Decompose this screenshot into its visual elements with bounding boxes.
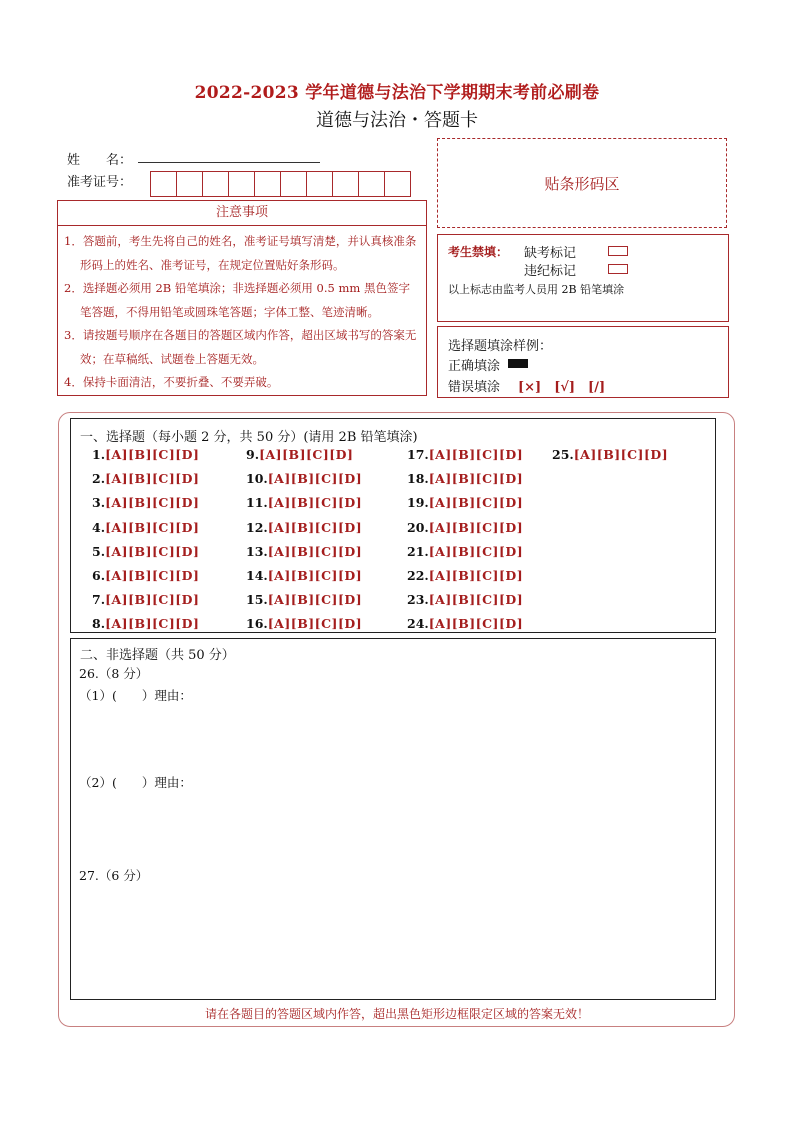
answer-options[interactable]: [A][B][C][D] — [428, 471, 524, 487]
answer-options[interactable]: [A][B][C][D] — [428, 519, 524, 535]
choice-question — [246, 471, 362, 486]
question-number: 22. — [407, 568, 429, 583]
question-number: 3. — [92, 495, 106, 511]
answer-options[interactable]: [A][B][C][D] — [267, 471, 363, 487]
correct-fill-sample — [508, 359, 528, 368]
answer-options[interactable]: [A][B][C][D] — [267, 592, 363, 608]
forbidden-panel — [437, 234, 729, 322]
answer-options[interactable]: [A][B][C][D] — [428, 543, 524, 559]
violation-mark-box[interactable] — [608, 264, 628, 274]
choice-question — [246, 447, 353, 462]
correct-fill-label: 正确填涂 — [448, 359, 501, 374]
question-number: 6. — [92, 568, 106, 583]
question-number: 4. — [92, 519, 106, 535]
choice-question — [92, 520, 199, 535]
question-number: 19. — [407, 495, 429, 511]
question-number: 1. — [92, 447, 106, 462]
exam-title: 2022-2023 学年道德与法治下学期期末考前必刷卷 — [194, 83, 600, 103]
exam-id-label: 准考证号： — [67, 175, 133, 190]
choice-question — [407, 568, 523, 583]
question-number: 5. — [92, 543, 106, 559]
exam-id-digit-box[interactable] — [150, 171, 177, 197]
answer-options[interactable]: [A][B][C][D] — [267, 616, 363, 632]
answer-options[interactable]: [A][B][C][D] — [428, 495, 524, 511]
choice-question — [92, 616, 199, 631]
question-number: 25. — [552, 447, 574, 462]
choice-question — [552, 447, 668, 462]
question-number: 13. — [246, 543, 268, 559]
notice-item-1: 1．答题前，考生先将自己的姓名，准考证号填写清楚，并认真核准条形码上的姓名、准考证号，在规定位置贴好条形码。 — [64, 234, 417, 272]
answer-options[interactable]: [A][B][C][D] — [259, 447, 354, 462]
choice-question — [92, 495, 199, 510]
exam-id-digit-box[interactable] — [228, 171, 255, 197]
choice-question — [92, 447, 199, 462]
choice-question — [246, 568, 362, 583]
name-label: 姓 名： — [67, 153, 133, 168]
question-number: 9. — [246, 447, 260, 462]
notice-item-2: 2．选择题必须用 2B 铅笔填涂；非选择题必须用 0.5 mm 黑色签字笔答题，不得用铅笔或圆珠笔答题；字体工整、笔迹清晰。 — [64, 281, 410, 319]
exam-id-digit-box[interactable] — [358, 171, 385, 197]
answer-options[interactable]: [A][B][C][D] — [105, 519, 200, 535]
barcode-label: 贴条形码区 — [544, 174, 620, 193]
choice-question — [407, 592, 523, 607]
choice-question — [407, 471, 523, 486]
question-number: 7. — [92, 592, 106, 608]
choice-question — [407, 544, 523, 559]
choice-question — [246, 616, 362, 631]
question-27-header[interactable]: 27.（6 分） — [79, 868, 149, 883]
answer-options[interactable]: [A][B][C][D] — [105, 568, 200, 583]
question-number: 24. — [407, 616, 429, 632]
absent-mark-box[interactable] — [608, 246, 628, 256]
answer-options[interactable]: [A][B][C][D] — [428, 592, 524, 608]
choice-question — [92, 471, 199, 486]
exam-id-digit-box[interactable] — [280, 171, 307, 197]
notice-item-4: 4．保持卡面清洁，不要折叠、不要弄破。 — [64, 375, 279, 389]
choice-question — [407, 520, 523, 535]
question-26-part-2[interactable]: （2）( ）理由： — [79, 775, 192, 790]
answer-options[interactable]: [A][B][C][D] — [428, 616, 524, 632]
question-number: 14. — [246, 568, 268, 583]
exam-id-boxes[interactable] — [150, 171, 411, 197]
fill-sample-panel — [437, 326, 729, 398]
barcode-area — [437, 138, 727, 228]
exam-subtitle: 道德与法治・答题卡 — [316, 110, 478, 131]
question-number: 15. — [246, 592, 268, 608]
choice-question — [92, 592, 199, 607]
question-26-part-1[interactable]: （1）( ）理由： — [79, 688, 192, 703]
answer-options[interactable]: [A][B][C][D] — [573, 447, 669, 462]
choice-question — [246, 544, 362, 559]
answer-options[interactable]: [A][B][C][D] — [267, 495, 363, 511]
exam-id-digit-box[interactable] — [254, 171, 281, 197]
exam-id-digit-box[interactable] — [202, 171, 229, 197]
question-number: 10. — [246, 471, 268, 487]
absent-mark-label: 缺考标记 — [524, 246, 577, 261]
question-number: 16. — [246, 616, 268, 632]
answer-options[interactable]: [A][B][C][D] — [105, 495, 200, 511]
choice-question — [246, 520, 362, 535]
wrong-fill-marks: [×] [√] [/] — [518, 380, 606, 395]
footer-warning: 请在各题目的答题区域内作答，超出黑色矩形边框限定区域的答案无效！ — [204, 1007, 589, 1021]
question-number: 17. — [407, 447, 429, 462]
question-number: 21. — [407, 543, 429, 559]
forbidden-label: 考生禁填： — [448, 245, 509, 259]
forbidden-note: 以上标志由监考人员用 2B 铅笔填涂 — [448, 283, 625, 296]
choice-question — [92, 568, 199, 583]
question-number: 23. — [407, 592, 429, 608]
answer-options[interactable]: [A][B][C][D] — [267, 568, 363, 583]
question-number: 2. — [92, 471, 106, 487]
fill-sample-title: 选择题填涂样例： — [448, 339, 553, 354]
answer-options[interactable]: [A][B][C][D] — [428, 568, 524, 583]
name-field[interactable] — [138, 162, 320, 163]
exam-id-digit-box[interactable] — [384, 171, 411, 197]
question-26-header: 26.（8 分） — [79, 666, 149, 681]
multiple-choice-title: 一、选择题（每小题 2 分，共 50 分）(请用 2B 铅笔填涂) — [80, 430, 418, 445]
choice-question — [92, 544, 199, 559]
answer-options[interactable]: [A][B][C][D] — [105, 592, 200, 608]
non-choice-title: 二、非选择题（共 50 分） — [80, 648, 235, 663]
notice-item-3: 3．请按题号顺序在各题目的答题区域内作答，超出区域书写的答案无效；在草稿纸、试题卷上答题无效。 — [64, 328, 417, 366]
notice-title: 注意事项 — [58, 201, 426, 226]
choice-question — [246, 495, 362, 510]
question-number: 11. — [246, 495, 268, 511]
exam-id-digit-box[interactable] — [332, 171, 359, 197]
choice-question — [246, 592, 362, 607]
exam-id-digit-box[interactable] — [306, 171, 333, 197]
answer-options[interactable]: [A][B][C][D] — [267, 543, 363, 559]
answer-options[interactable]: [A][B][C][D] — [267, 519, 363, 535]
answer-options[interactable]: [A][B][C][D] — [105, 543, 200, 559]
choice-question — [407, 495, 523, 510]
choice-question — [407, 616, 523, 631]
exam-id-digit-box[interactable] — [176, 171, 203, 197]
question-number: 18. — [407, 471, 429, 487]
answer-options[interactable]: [A][B][C][D] — [105, 616, 200, 632]
question-number: 12. — [246, 519, 268, 535]
notice-panel — [57, 200, 427, 396]
question-number: 20. — [407, 519, 429, 535]
choice-question — [407, 447, 523, 462]
answer-options[interactable]: [A][B][C][D] — [105, 447, 200, 462]
violation-mark-label: 违纪标记 — [524, 264, 577, 279]
wrong-fill-label: 错误填涂 — [448, 380, 501, 395]
question-number: 8. — [92, 616, 106, 632]
answer-options[interactable]: [A][B][C][D] — [428, 447, 524, 462]
answer-options[interactable]: [A][B][C][D] — [105, 471, 200, 487]
